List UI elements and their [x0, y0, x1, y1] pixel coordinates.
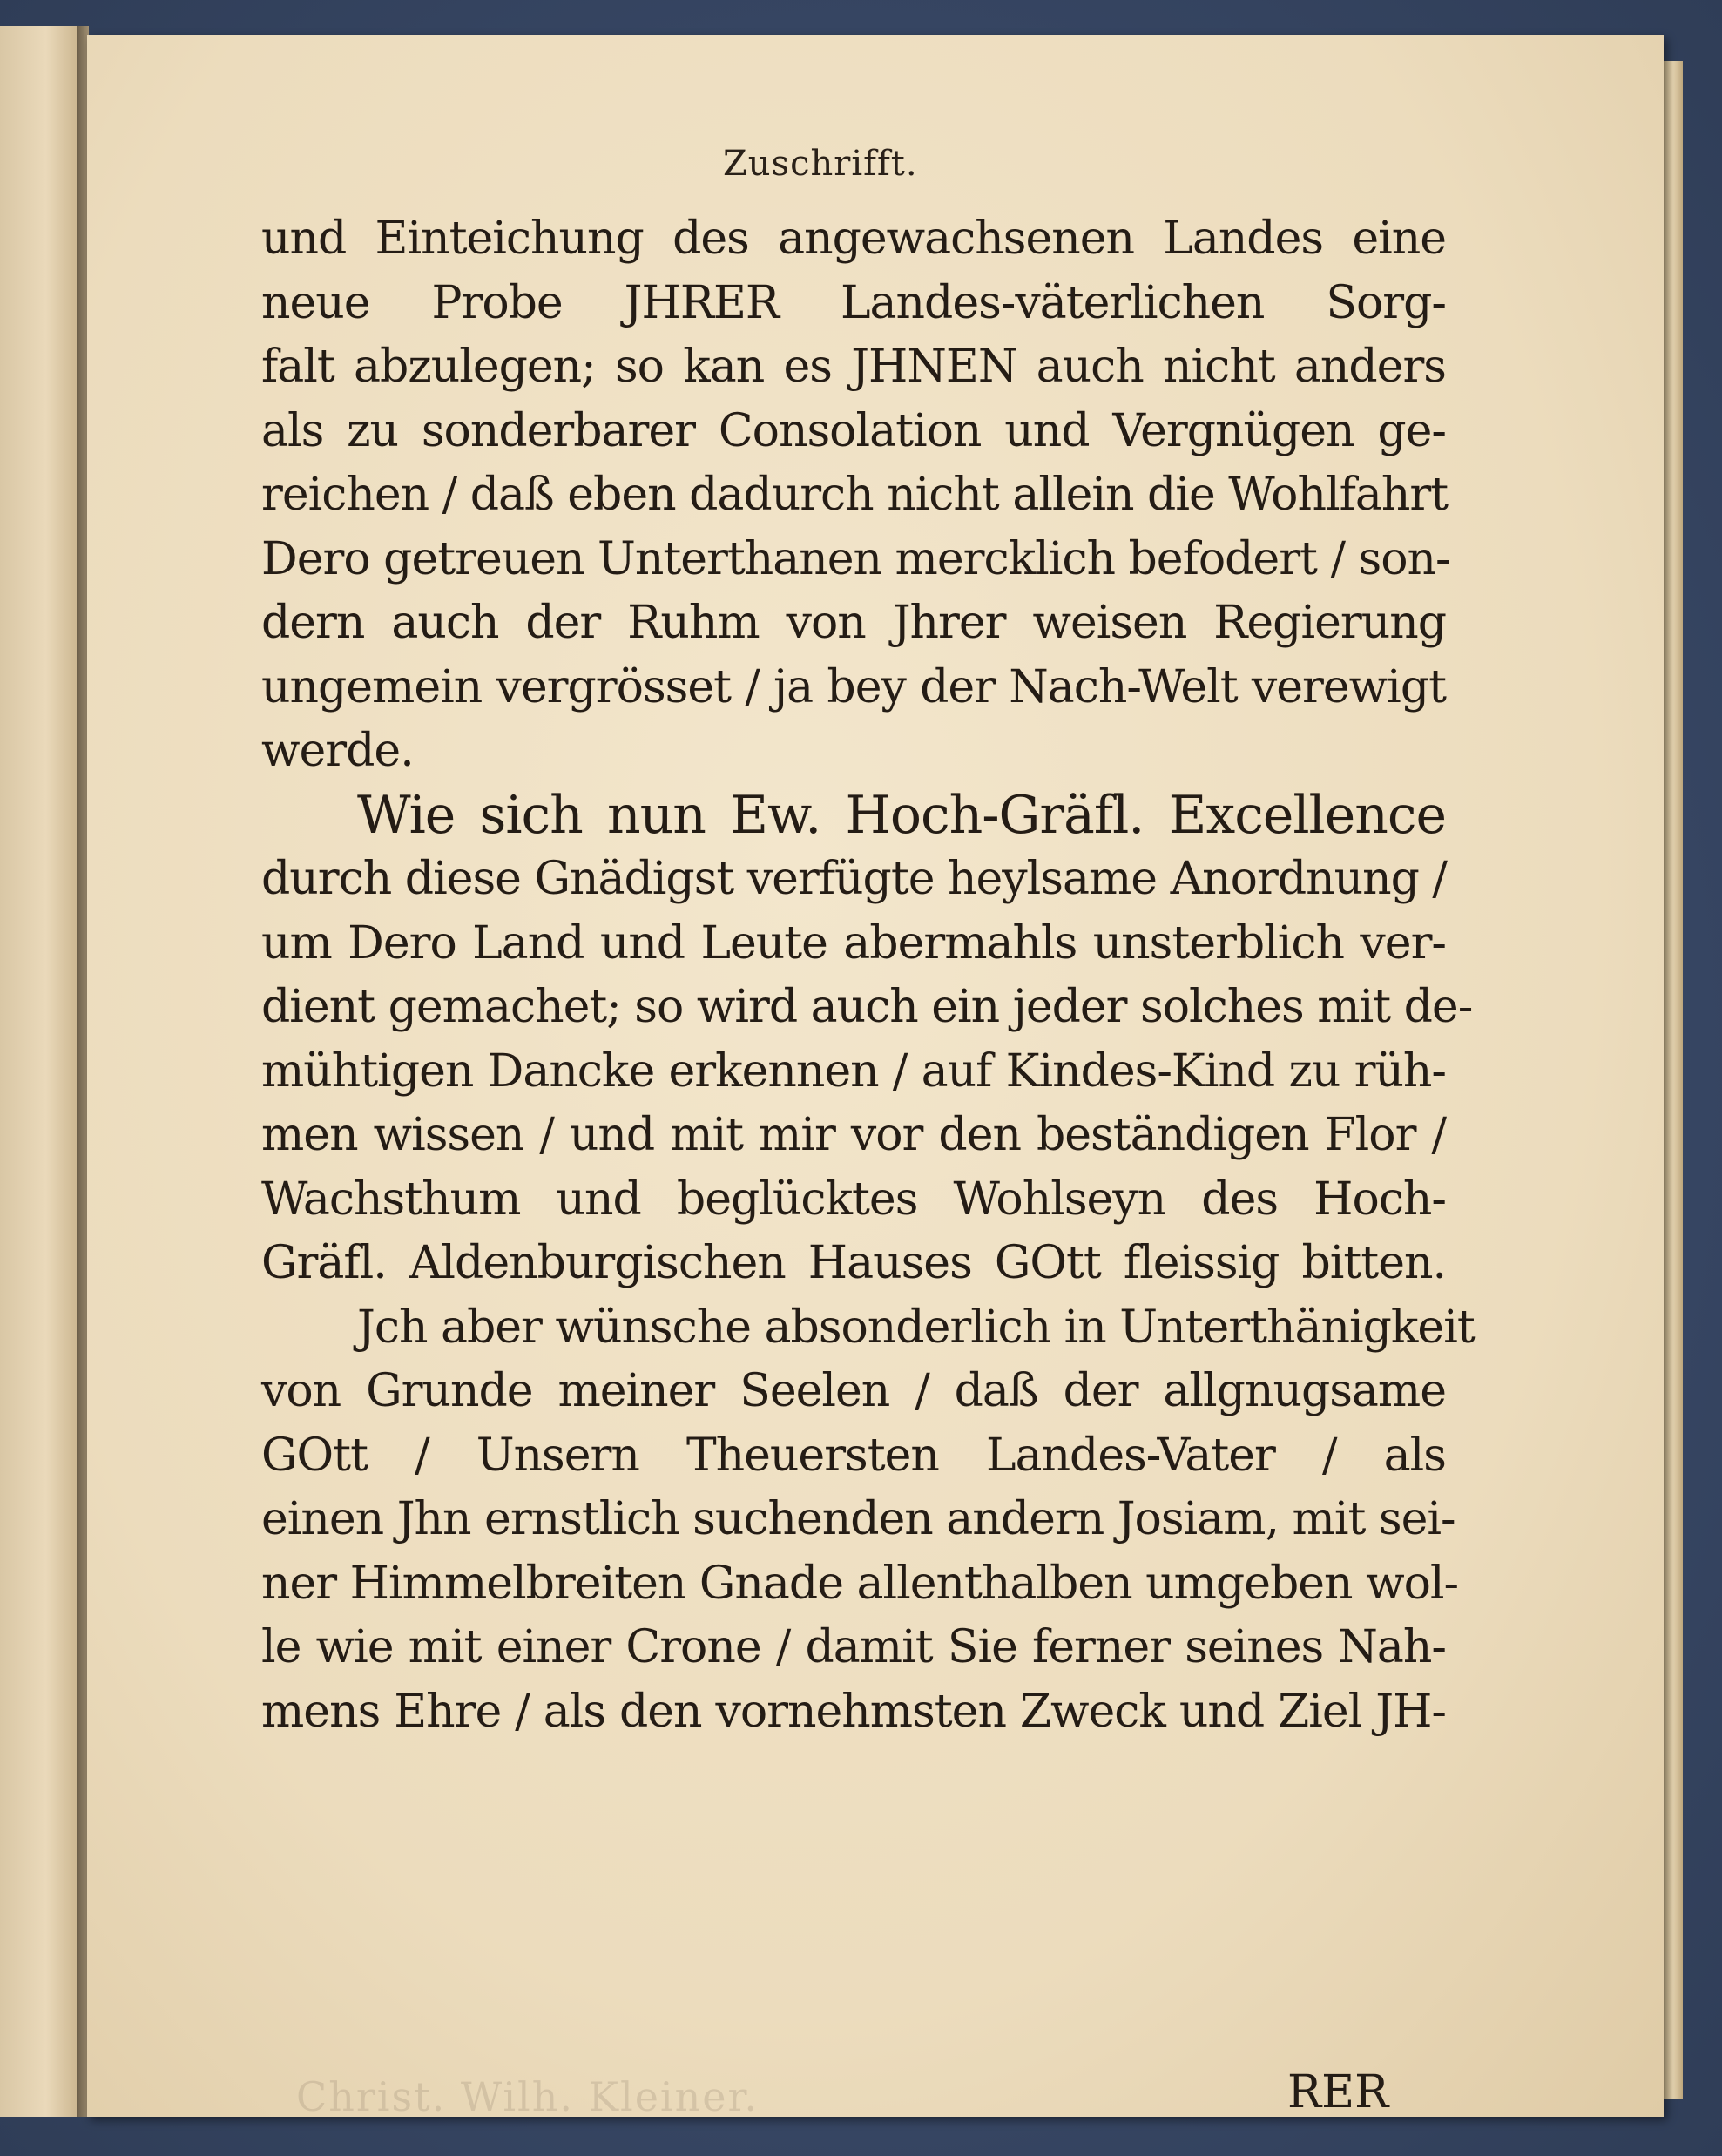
text-line: falt abzulegen; so kan es JHNEN auch nicht anders	[261, 341, 1446, 393]
facing-page-edge	[0, 26, 78, 2117]
text-line: GOtt / Unsern Theuersten Landes-Vater / als	[261, 1429, 1446, 1482]
text-line: einen Jhn ernstlich suchenden andern Josiam, mit sei-	[261, 1493, 1455, 1545]
text-line: le wie mit einer Crone / damit Sie ferner seines Nah-	[261, 1621, 1446, 1673]
page-stack-edge	[1664, 61, 1683, 2099]
text-line: ungemein vergrösset / ja bey der Nach-Welt verewigt	[261, 660, 1446, 713]
text-line: und Einteichung des angewachsenen Landes eine	[261, 213, 1446, 265]
text-line: durch diese Gnädigst verfügte heylsame Anordnung /	[261, 853, 1447, 905]
text-line: dern auch der Ruhm von Jhrer weisen Regierung	[261, 597, 1446, 649]
text-line: neue Probe JHRER Landes-väterlichen Sorg-	[261, 276, 1446, 329]
text-line: Wachsthum und beglücktes Wohlseyn des Hoch-	[261, 1173, 1446, 1226]
text-line: Jch aber wünsche absonderlich in Unterthänigkeit	[357, 1301, 1475, 1354]
text-line: Gräfl. Aldenburgischen Hauses GOtt fleissig bitten.	[261, 1237, 1446, 1289]
text-line: mens Ehre / als den vornehmsten Zweck und Ziel JH-	[261, 1685, 1446, 1738]
text-line: dient gemachet; so wird auch ein jeder solches mit de-	[261, 981, 1473, 1033]
text-line: als zu sonderbarer Consolation und Vergnügen ge-	[261, 404, 1446, 457]
catchword: RER	[1287, 2066, 1389, 2119]
text-line: mühtigen Dancke erkennen / auf Kindes-Kind zu rüh-	[261, 1044, 1446, 1098]
text-line: ner Himmelbreiten Gnade allenthalben umgeben wol-	[261, 1557, 1459, 1610]
text-line: um Dero Land und Leute abermahls unsterblich ver-	[261, 916, 1446, 970]
bleed-through-text: Christ. Wilh. Kleiner.	[296, 2073, 760, 2120]
text-line: von Grunde meiner Seelen / daß der allgnugsame	[261, 1365, 1446, 1417]
text-line: Dero getreuen Unterthanen mercklich befodert / son-	[261, 532, 1450, 585]
text-line: men wissen / und mit mir vor den beständigen Flor /	[261, 1109, 1446, 1161]
running-header: Zuschrifft.	[723, 144, 918, 184]
text-line: reichen / daß eben dadurch nicht allein die Wohlfahrt	[261, 469, 1449, 521]
text-line: Wie sich nun Ew. Hoch-Gräfl. Excellence	[357, 784, 1446, 846]
body-text	[261, 207, 1475, 1744]
text-line: werde.	[261, 725, 414, 777]
